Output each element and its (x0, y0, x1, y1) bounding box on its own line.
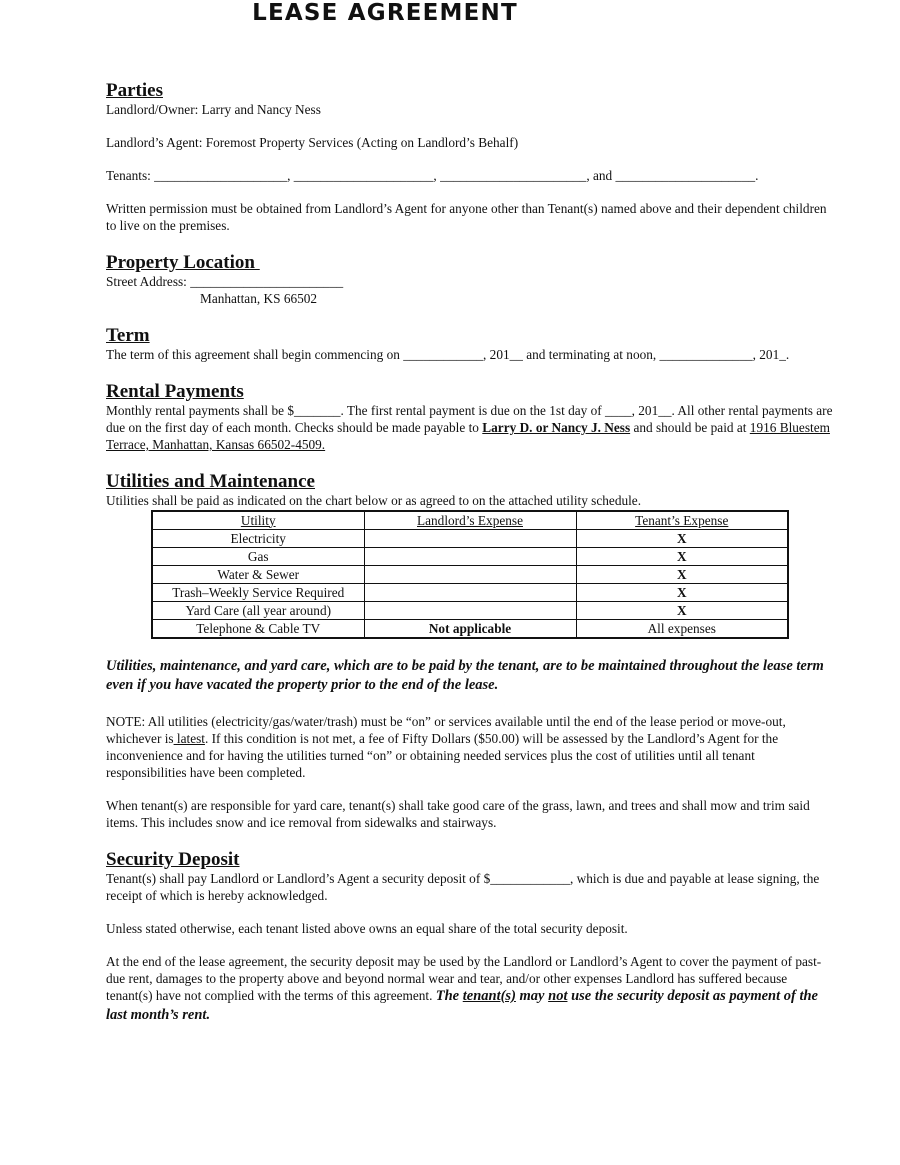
deposit-text-3: At the end of the lease agreement, the security deposit may be used by the Landlord or Landlord’s Agent to cover the payment of past-due rent, damages to the property above and beyond normal wear and tear, and/or other expenses Landlord has suffered because tenant(s) have not complied with the terms of this agreement. The tenant(s) may not use the security deposit as payment of the last month’s rent. (106, 954, 822, 1023)
owner-line: Landlord/Owner: Larry and Nancy Ness (106, 102, 321, 117)
table-row: Yard Care (all year around) X (152, 602, 788, 620)
tenants-line: Tenants: ____________________, _____________________, ______________________, and _____________________. (106, 168, 759, 183)
permission-text: Written permission must be obtained from Landlord’s Agent for anyone other than Tenant(s) named above and their dependent children to live on the premises. (106, 201, 827, 233)
utilities-intro: Utilities shall be paid as indicated on the chart below or as agreed to on the attached utility schedule. (106, 493, 642, 508)
rental-text: Monthly rental payments shall be $_______. The first rental payment is due on the 1st day of ____, 201__. All other rental payments are due on the first day of each month. Checks should be made payable to Larry D. or Nancy J. Ness and should be paid at 1916 Bluestem Terrace, Manhattan, Kansas 66502-4509. (106, 403, 833, 452)
utilities-table (151, 510, 789, 639)
deposit-heading: Security Deposit (106, 849, 240, 870)
table-row: Telephone & Cable TV Not applicable All expenses (152, 620, 788, 639)
column-header: Utility (152, 511, 364, 530)
column-header: Landlord’s Expense (364, 511, 576, 530)
utilities-note: NOTE: All utilities (electricity/gas/water/trash) must be “on” or services available until the end of the lease period or move-out, whichever is latest. If this condition is not met, a fee of Fifty Dollars ($50.00) will be assessed by the Landlord’s Agent for the inconvenience and for having the utilities turned “on” or obtaining needed services plus the cost of utilities until all tenant responsibilities have been completed. (106, 714, 786, 780)
table-header-row (152, 511, 788, 530)
lease-body (106, 80, 836, 1025)
term-heading: Term (106, 325, 150, 346)
column-header: Tenant’s Expense (576, 511, 788, 530)
property-heading: Property Location (106, 252, 255, 273)
table-row: Electricity X (152, 530, 788, 548)
deposit-text-2: Unless stated otherwise, each tenant listed above owns an equal share of the total security deposit. (106, 921, 628, 936)
parties-heading: Parties (106, 80, 163, 101)
deposit-text-1: Tenant(s) shall pay Landlord or Landlord’s Agent a security deposit of $____________, which is due and payable at lease signing, the receipt of which is hereby acknowledged. (106, 871, 820, 903)
table-row: Trash–Weekly Service Required X (152, 584, 788, 602)
payment-address: 1916 Bluestem Terrace, Manhattan, Kansas 66502-4509. (106, 420, 830, 452)
street-address-line: Street Address: _______________________ (106, 274, 344, 289)
document-title: LEASE AGREEMENT (252, 0, 518, 26)
city-line: Manhattan, KS 66502 (200, 291, 318, 306)
utilities-heading: Utilities and Maintenance (106, 471, 315, 492)
term-text: The term of this agreement shall begin commencing on ____________, 201__ and terminating at noon, ______________, 201_. (106, 347, 790, 362)
agent-line: Landlord’s Agent: Foremost Property Services (Acting on Landlord’s Behalf) (106, 135, 519, 150)
table-row: Water & Sewer X (152, 566, 788, 584)
table-row: Gas X (152, 548, 788, 566)
payee-name: Larry D. or Nancy J. Ness (482, 420, 631, 435)
yard-care-text: When tenant(s) are responsible for yard care, tenant(s) shall take good care of the grass, lawn, and trees and shall mow and trim said items. This includes snow and ice removal from sidewalks and stairways. (106, 798, 810, 830)
utilities-emphasis: Utilities, maintenance, and yard care, which are to be paid by the tenant, are to be maintained throughout the lease term even if you have vacated the property prior to the end of the lease. (106, 658, 824, 693)
deposit-emphasis: The tenant(s) may not use the security deposit as payment of the last month’s rent. (106, 988, 818, 1023)
rental-heading: Rental Payments (106, 381, 244, 402)
